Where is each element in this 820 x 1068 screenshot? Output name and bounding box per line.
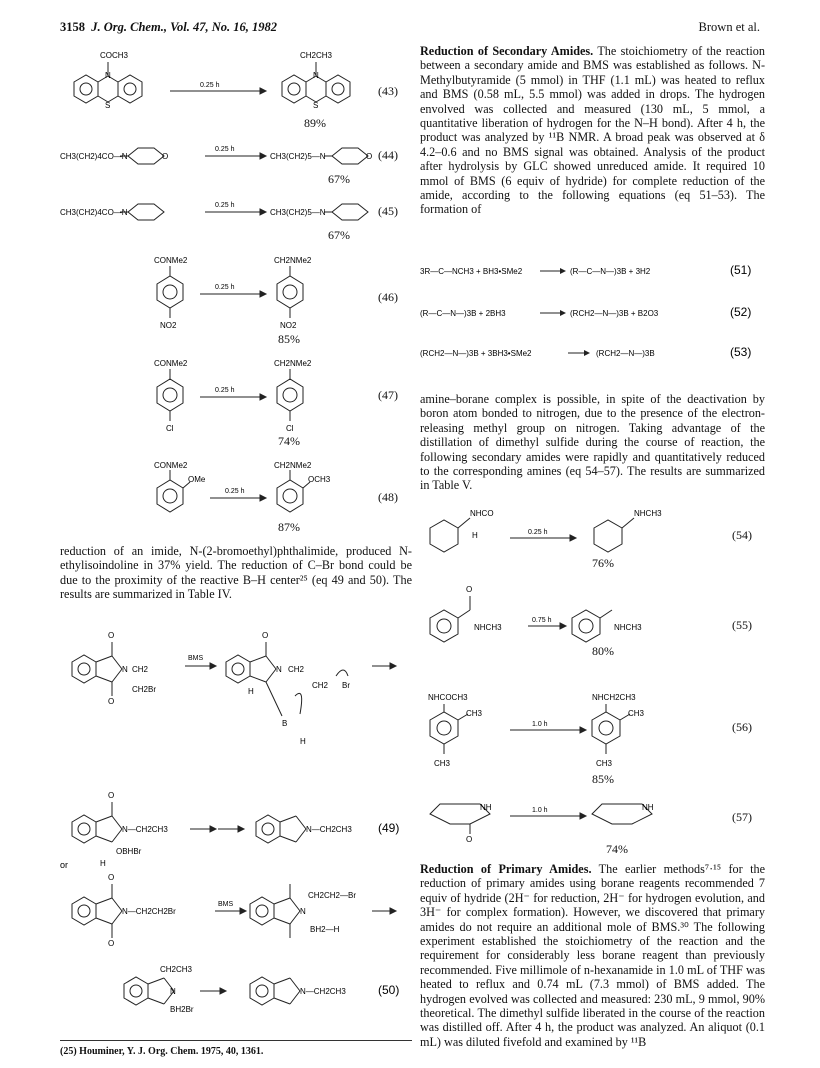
r56-ch3-right: CH3 bbox=[628, 709, 645, 718]
eq-number-44: (44) bbox=[378, 148, 398, 162]
r44-product: CH3(CH2)5—N bbox=[270, 152, 326, 161]
r54-reactant: NHCO bbox=[470, 509, 494, 518]
secondary-amides-paragraph bbox=[420, 44, 765, 217]
r46-sub-left: NO2 bbox=[160, 321, 177, 330]
r44-o-left: O bbox=[162, 152, 169, 161]
heading-primary-amides: Reduction of Primary Amides. bbox=[420, 862, 592, 876]
s2-ch2: CH2 bbox=[288, 665, 305, 674]
left-column bbox=[60, 44, 412, 1024]
r44-time: 0.25 h bbox=[215, 146, 235, 153]
s2-n: N bbox=[276, 665, 282, 674]
r54-product: NHCH3 bbox=[634, 509, 662, 518]
r55-product: NHCH3 bbox=[614, 623, 642, 632]
page-header bbox=[60, 20, 760, 38]
equations-51-53 bbox=[420, 244, 765, 384]
right-column bbox=[420, 44, 765, 1049]
heading-secondary-amides: Reduction of Secondary Amides. bbox=[420, 44, 594, 58]
s7-bh2br: BH2Br bbox=[170, 1005, 194, 1014]
r48-sub-left: OMe bbox=[188, 475, 206, 484]
r45-reactant: CH3(CH2)4CO—N bbox=[60, 208, 128, 217]
r43-n-right: N bbox=[313, 71, 319, 80]
r45-time: 0.25 h bbox=[215, 202, 235, 209]
secondary-amides-text: The stoichiometry of the reaction between a secondary amide and BMS was established as follows. N-Methylbutyramide (5 mmol) in THF (1.1 mL) was heated to reflux and BMS (0.58 mL, 5.5 mmol) was added in drops. The hydrogen envolved was collected and measured (130 mL, 5 mmol, a quantitative liberation of hydrogen for the N–H bond). After 4 h, the product was analyzed by ¹¹B NMR. A broad peak was observed at δ 4.2–0.6 and no BMS signal was obtained. Analysis of the product after hydrolysis by GLC showed unreduced amide. It required 10 mmol of BMS (6 equiv of hydride) for complete reduction of the amide, according to the following equations (eq 51–53). The formation of bbox=[420, 44, 765, 217]
r55-o: O bbox=[466, 585, 473, 594]
s1-ch2: CH2 bbox=[132, 665, 149, 674]
amine-borane-paragraph: amine–borane complex is possible, in spite of the deactivation by boron atom bonded to nitrogen, due to the presence of the electron-releasing methyl group on nitrogen. Taking advantage of the distillation of dimethyl sulfide during the course of reaction, the following secondary amides were rapidly and quantitatively reduced to the corresponding amines (eq 54–57). The results are summarized in Table V. bbox=[420, 392, 765, 493]
s5-bms: BMS bbox=[218, 901, 234, 908]
eq-number-55: (55) bbox=[732, 618, 752, 632]
r47-reactant: CONMe2 bbox=[154, 359, 188, 368]
r46-reactant: CONMe2 bbox=[154, 256, 188, 265]
r56-time: 1.0 h bbox=[532, 721, 548, 728]
yield-56: 85% bbox=[592, 772, 614, 786]
r43-time: 0.25 h bbox=[200, 82, 220, 89]
journal-citation: J. Org. Chem., Vol. 47, No. 16, 1982 bbox=[91, 20, 278, 34]
eq51-rhs: (R—C—N—)3B + 3H2 bbox=[570, 267, 651, 276]
s3-o: O bbox=[108, 791, 115, 800]
eq-number-53: (53) bbox=[730, 345, 752, 359]
eq53-lhs: (RCH2—N—)3B + 3BH3•SMe2 bbox=[420, 349, 532, 358]
r43-s-left: S bbox=[105, 101, 111, 110]
r47-sub-right: Cl bbox=[286, 424, 294, 433]
primary-amides-text: The earlier methods⁷·¹⁵ for the reduction of primary amides using borane reagents recommended 7 equiv of hydride (2H⁻ for reduction, 2H⁻ for hydrogen evolution, and 3H⁻ for complex formation). However, we discovered that primary amides do not require an additional mole of BMS.³⁰ The following experiment established the stoichiometry of the reaction and the requirement for considerably less borane reagent than previously recommended. Five millimole of n-hexanamide in 1.0 mL of THF was heated to reflux and 0.74 mL (7.3 mmol) of BMS added. The hydrogen evolved was collected and measured: 230 mL, 9 mmol, 90% theoretical. The dimethyl sulfide liberated in the course of the reaction was distilled off. After 4 h, the product was analyzed. An aliquot (0.1 mL) was diluted fivefold and examined by ¹¹B bbox=[420, 862, 765, 1049]
r48-time: 0.25 h bbox=[225, 488, 245, 495]
s2-br: Br bbox=[342, 681, 350, 690]
s2-b: B bbox=[282, 719, 288, 728]
r54-time: 0.25 h bbox=[528, 529, 548, 536]
r43-s-right: S bbox=[313, 101, 319, 110]
yield-47: 74% bbox=[278, 434, 300, 448]
r44-o-right: O bbox=[366, 152, 373, 161]
eq53-rhs: (RCH2—N—)3B bbox=[596, 349, 655, 358]
primary-amides-paragraph bbox=[420, 862, 765, 1049]
r48-reactant: CONMe2 bbox=[154, 461, 188, 470]
imide-paragraph: reduction of an imide, N-(2-bromoethyl)phthalimide, produced N-ethylisoindoline in 37% yield. The reduction of C–Br bond could be due to the proximity of the reactive B–H center²⁵ (eq 49 and 50). The results are summarized in Table IV. bbox=[60, 544, 412, 602]
r47-product: CH2NMe2 bbox=[274, 359, 312, 368]
eq-number-54: (54) bbox=[732, 528, 752, 542]
yield-55: 80% bbox=[592, 644, 614, 658]
eq-number-49: (49) bbox=[378, 821, 400, 835]
s2-o-top: O bbox=[262, 631, 269, 640]
yield-44: 67% bbox=[328, 172, 350, 186]
eq52-rhs: (RCH2—N—)3B + B2O3 bbox=[570, 309, 659, 318]
r56-ch3-bottom-right: CH3 bbox=[596, 759, 613, 768]
s3-ethyl: N—CH2CH3 bbox=[122, 825, 168, 834]
s1-o-bottom: O bbox=[108, 697, 115, 706]
s8-ethyl: N—CH2CH3 bbox=[300, 987, 346, 996]
r57-reactant: NH bbox=[480, 803, 492, 812]
eq-number-43: (43) bbox=[378, 84, 398, 98]
s1-o-top: O bbox=[108, 631, 115, 640]
r56-ch3-left: CH3 bbox=[466, 709, 483, 718]
phthalimide-scheme bbox=[60, 616, 412, 1016]
s6-bh2h: BH2—H bbox=[310, 925, 340, 934]
s5-bromoethyl: N—CH2CH2Br bbox=[122, 907, 176, 916]
r57-time: 1.0 h bbox=[532, 807, 548, 814]
s4-ethyl: N—CH2CH3 bbox=[306, 825, 352, 834]
footnote-rule bbox=[60, 1040, 412, 1041]
yield-43: 89% bbox=[304, 116, 326, 130]
s2-h2: H bbox=[300, 737, 306, 746]
s2-ch2-br: CH2 bbox=[312, 681, 329, 690]
eq-number-48: (48) bbox=[378, 490, 398, 504]
yield-45: 67% bbox=[328, 228, 350, 242]
r48-product: CH2NMe2 bbox=[274, 461, 312, 470]
s6-n: N bbox=[300, 907, 306, 916]
scheme-or: or bbox=[60, 860, 69, 870]
r46-product: CH2NMe2 bbox=[274, 256, 312, 265]
eq-number-51: (51) bbox=[730, 263, 752, 277]
s7-ch2ch3: CH2CH3 bbox=[160, 965, 193, 974]
r47-time: 0.25 h bbox=[215, 387, 235, 394]
s3-obhbr: OBHBr bbox=[116, 847, 142, 856]
r56-product: NHCH2CH3 bbox=[592, 693, 636, 702]
r43-reactant-label: COCH3 bbox=[100, 51, 129, 60]
eq-number-57: (57) bbox=[732, 810, 752, 824]
footnote-25: (25) Houminer, Y. J. Org. Chem. 1975, 40, 1361. bbox=[60, 1046, 264, 1057]
eq-number-56: (56) bbox=[732, 720, 752, 734]
eq52-lhs: (R—C—N—)3B + 2BH3 bbox=[420, 309, 506, 318]
s1-n: N bbox=[122, 665, 128, 674]
s3-h: H bbox=[100, 859, 106, 868]
yield-48: 87% bbox=[278, 520, 300, 534]
eq-number-52: (52) bbox=[730, 305, 752, 319]
s2-h: H bbox=[248, 687, 254, 696]
s1-ch2br: CH2Br bbox=[132, 685, 157, 694]
yield-46: 85% bbox=[278, 332, 300, 346]
page-number: 3158 bbox=[60, 20, 85, 34]
r45-product: CH3(CH2)5—N bbox=[270, 208, 326, 217]
r55-reactant: NHCH3 bbox=[474, 623, 502, 632]
r55-time: 0.75 h bbox=[532, 617, 552, 624]
eq51-lhs: 3R—C—NCH3 + BH3•SMe2 bbox=[420, 267, 523, 276]
eq-number-47: (47) bbox=[378, 388, 398, 402]
s5-o-bottom: O bbox=[108, 939, 115, 948]
r56-ch3-bottom-left: CH3 bbox=[434, 759, 451, 768]
reaction-57 bbox=[420, 794, 765, 844]
r43-n-left: N bbox=[105, 71, 111, 80]
r47-sub-left: Cl bbox=[166, 424, 174, 433]
r54-h: H bbox=[472, 531, 478, 540]
r57-o: O bbox=[466, 835, 473, 844]
yield-54: 76% bbox=[592, 556, 614, 570]
s6-ch2ch2br: CH2CH2—Br bbox=[308, 891, 357, 900]
eq-number-46: (46) bbox=[378, 290, 398, 304]
s5-o-top: O bbox=[108, 873, 115, 882]
r57-product: NH bbox=[642, 803, 654, 812]
eq-number-50: (50) bbox=[378, 983, 400, 997]
r48-sub-right: OCH3 bbox=[308, 475, 331, 484]
header-left bbox=[60, 20, 277, 35]
r44-reactant: CH3(CH2)4CO—N bbox=[60, 152, 128, 161]
header-authors: Brown et al. bbox=[698, 20, 760, 34]
r46-sub-right: NO2 bbox=[280, 321, 297, 330]
r56-reactant: NHCOCH3 bbox=[428, 693, 468, 702]
eq-number-45: (45) bbox=[378, 204, 398, 218]
s7-n: N bbox=[170, 987, 176, 996]
r43-product-label: CH2CH3 bbox=[300, 51, 333, 60]
r46-time: 0.25 h bbox=[215, 284, 235, 291]
s1-bms: BMS bbox=[188, 655, 204, 662]
yield-57: 74% bbox=[606, 842, 628, 856]
